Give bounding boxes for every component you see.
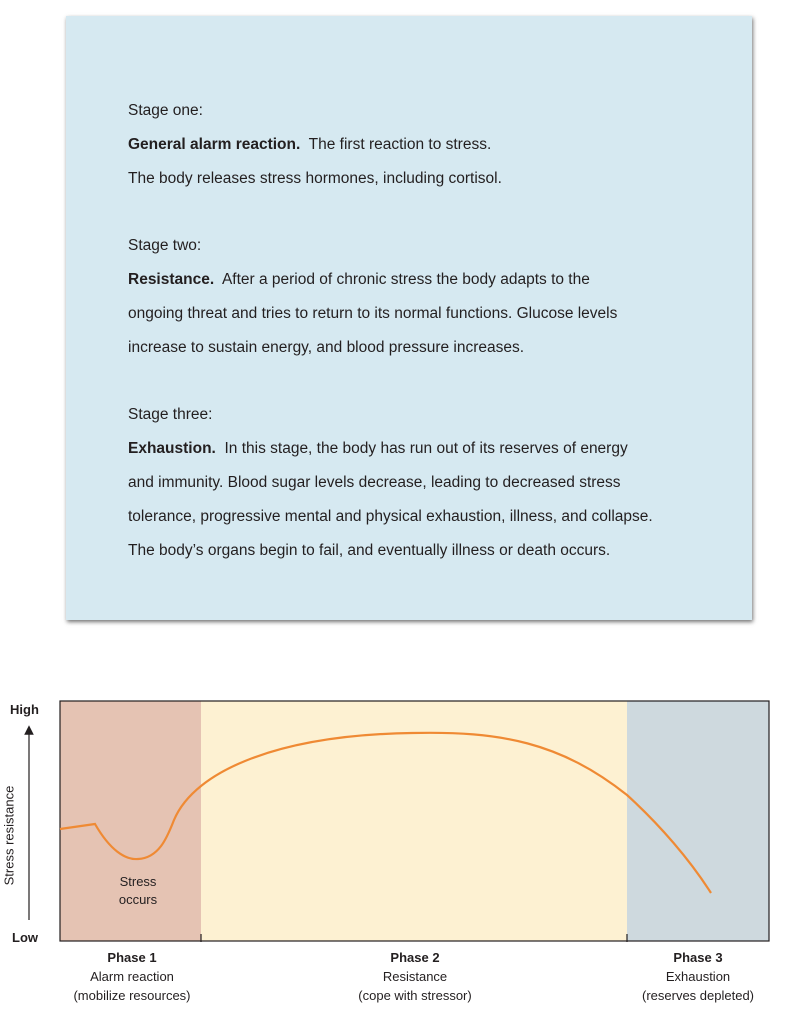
stage-two-heading: Stage two: <box>128 237 202 254</box>
stress-occurs-line-1: Stress <box>119 874 157 889</box>
phase-2-desc2: (cope with stressor) <box>358 988 472 1003</box>
stress-resistance-diagram <box>0 680 787 1024</box>
phase-3-desc2: (reserves depleted) <box>642 988 754 1003</box>
stage-two-title: Resistance. <box>128 271 215 288</box>
phase-2-label <box>335 948 495 1005</box>
y-axis-title: Stress resistance <box>1 785 17 886</box>
y-axis-low-label: Low <box>12 930 38 945</box>
stage-three-line-3: tolerance, progressive mental and physical exhaustion, illness, and collapse. <box>128 508 653 525</box>
stages-text <box>128 94 728 568</box>
stage-three-line-1: Exhaustion. In this stage, the body has run out of its reserves of energy <box>128 440 628 457</box>
stage-three-title: Exhaustion. <box>128 440 216 457</box>
phase-1-label <box>70 948 194 1005</box>
stage-one-title: General alarm reaction. <box>128 136 301 153</box>
phase-3-name: Phase 3 <box>673 950 723 965</box>
stage-three-heading: Stage three: <box>128 406 213 423</box>
stage-two-line-1: Resistance. After a period of chronic stress the body adapts to the <box>128 271 590 288</box>
stress-occurs-annotation <box>104 873 172 909</box>
stage-three-line-4: The body’s organs begin to fail, and eventually illness or death occurs. <box>128 542 611 559</box>
phase-1-desc2: (mobilize resources) <box>73 988 191 1003</box>
phase-2-name: Phase 2 <box>390 950 440 965</box>
phase-2-region <box>201 701 627 941</box>
phase-3-desc: Exhaustion <box>665 969 731 984</box>
stage-three-line-2: and immunity. Blood sugar levels decrease, leading to decreased stress <box>128 474 621 491</box>
stage-one-line-1: General alarm reaction. The first reaction to stress. <box>128 136 492 153</box>
phase-1-desc: Alarm reaction <box>90 969 174 984</box>
stage-two-line-2: ongoing threat and tries to return to its normal functions. Glucose levels <box>128 305 618 322</box>
stage-one-line-2: The body releases stress hormones, including cortisol. <box>128 170 502 187</box>
stress-occurs-line-2: occurs <box>118 892 158 907</box>
y-axis-high-label: High <box>10 702 39 717</box>
phase-3-region <box>627 701 769 941</box>
phase-1-name: Phase 1 <box>107 950 157 965</box>
phase-3-label <box>628 948 768 1005</box>
stage-two-line-3: increase to sustain energy, and blood pressure increases. <box>128 339 525 356</box>
stage-one-heading: Stage one: <box>128 102 203 119</box>
stages-description-card <box>66 16 752 620</box>
phase-2-desc: Resistance <box>382 969 448 984</box>
